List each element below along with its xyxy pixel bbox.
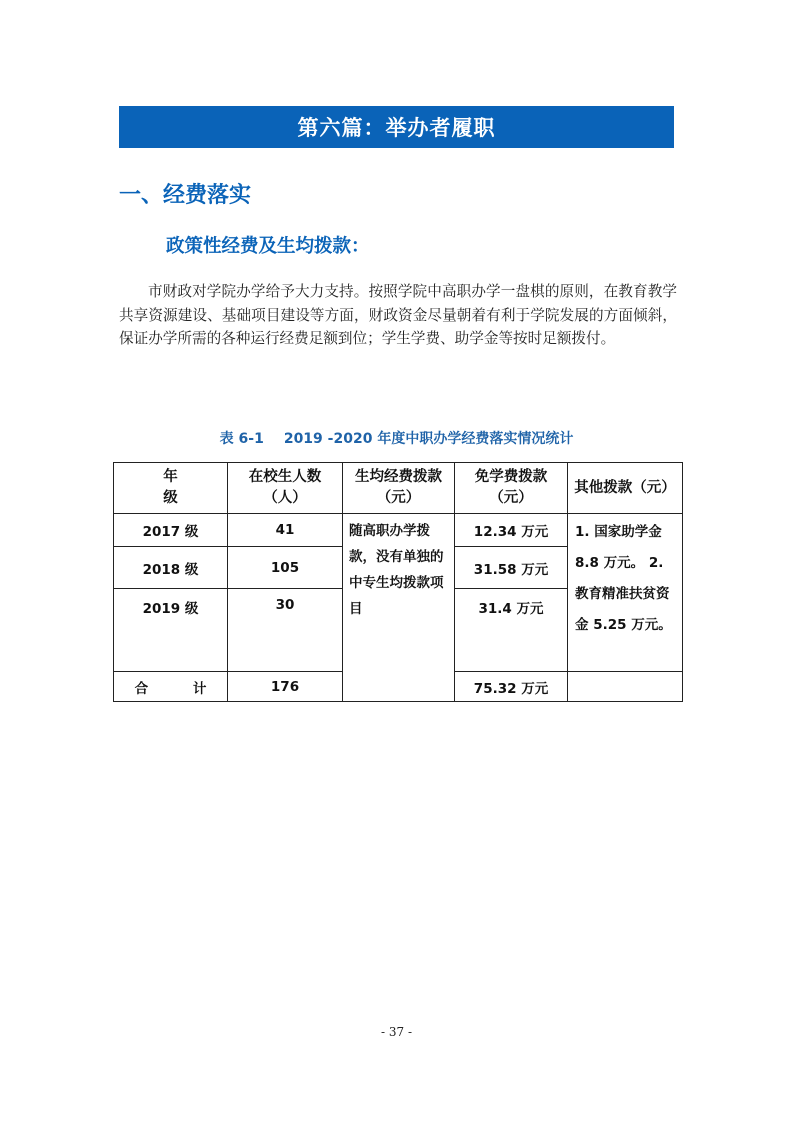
header-grade: 年 级 <box>114 463 228 514</box>
cell-tuition: 31.58 万元 <box>455 547 568 589</box>
header-per-student: 生均经费拨款（元） <box>343 463 455 514</box>
table-header-row <box>114 463 683 514</box>
cell-total-label: 合 计 <box>114 672 228 702</box>
cell-total-students: 176 <box>228 672 343 702</box>
table-caption-number: 表 6-1 <box>219 431 264 447</box>
table-row <box>114 514 683 547</box>
subsection-title: 政策性经费及生均拨款： <box>166 236 370 257</box>
cell-students: 30 <box>228 589 343 672</box>
cell-grade: 2019 级 <box>114 589 228 672</box>
chapter-title: 第六篇：举办者履职 <box>297 116 496 140</box>
cell-tuition: 31.4 万元 <box>455 589 568 672</box>
cell-students: 105 <box>228 547 343 589</box>
cell-tuition: 12.34 万元 <box>455 514 568 547</box>
cell-total-tuition: 75.32 万元 <box>455 672 568 702</box>
cell-students: 41 <box>228 514 343 547</box>
cell-grade: 2017 级 <box>114 514 228 547</box>
header-students: 在校生人数（人） <box>228 463 343 514</box>
cell-policy-note: 随高职办学拨款，没有单独的中专生均拨款项目 <box>343 514 455 702</box>
cell-total-other <box>568 672 683 702</box>
cell-other-note: 1. 国家助学金 8.8 万元。 2. 教育精准扶贫资金 5.25 万元。 <box>568 514 683 672</box>
section-title: 一、经费落实 <box>119 183 252 208</box>
header-other: 其他拨款（元） <box>568 463 683 514</box>
funding-table <box>113 462 683 702</box>
chapter-banner <box>119 106 674 148</box>
page-number: - 37 - <box>380 1025 412 1039</box>
header-tuition-free: 免学费拨款（元） <box>455 463 568 514</box>
cell-grade: 2018 级 <box>114 547 228 589</box>
body-paragraph: 市财政对学院办学给予大力支持。按照学院中高职办学一盘棋的原则，在教育教学共享资源建设、基础项目建设等方面，财政资金尽量朝着有利于学院发展的方面倾斜，保证办学所需的各种运行经费足额到位；学生学费、助学金等按时足额拨付。 <box>119 283 677 347</box>
table-caption-text: 2019 -2020 年度中职办学经费落实情况统计 <box>283 431 574 447</box>
table-caption <box>0 428 793 448</box>
